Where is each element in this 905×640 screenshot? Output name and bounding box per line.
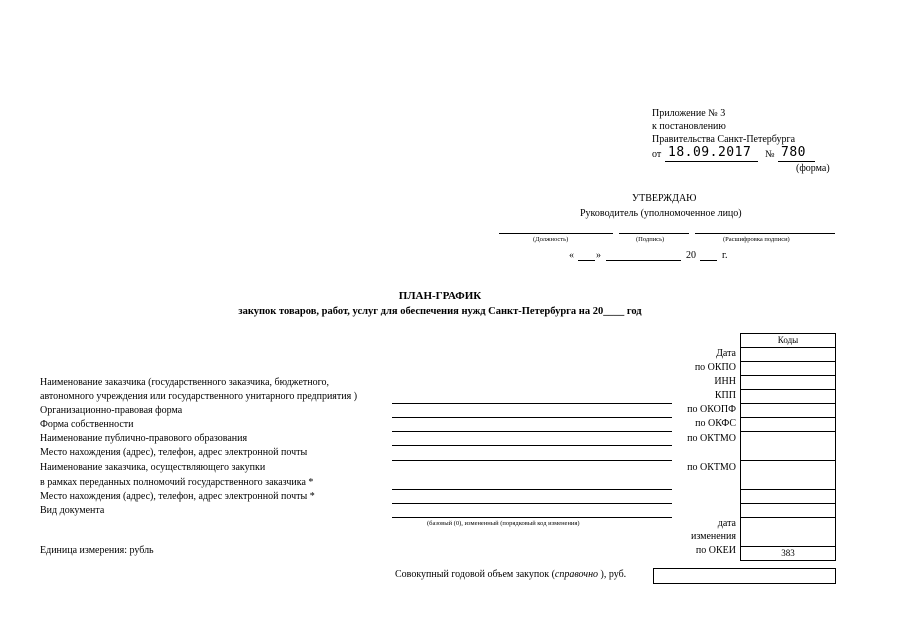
param-okfs: по ОКФС: [695, 418, 736, 429]
total-label-italic: справочно: [554, 569, 599, 580]
appendix-date-underline: [665, 161, 758, 162]
appendix-number-underline: [778, 161, 815, 162]
row-legal-form: Организационно-правовая форма: [40, 405, 183, 416]
caption-decoding: (Расшифровка подписи): [723, 236, 790, 243]
row-delegated-customer-2: в рамках переданных полномочий государственного заказчика *: [40, 477, 314, 488]
row-doc-type: Вид документа: [40, 505, 105, 516]
page-title: ПЛАН-ГРАФИК: [398, 290, 482, 302]
param-inn: ИНН: [714, 376, 736, 387]
line-doc-type[interactable]: [392, 517, 672, 518]
caption-position: (Должность): [533, 236, 569, 243]
row-unit: Единица измерения: рубль: [40, 545, 154, 556]
row-delegated-customer-1: Наименование заказчика, осуществляющего закупки: [40, 462, 266, 473]
signature-line: [619, 233, 689, 234]
total-label-prefix: Совокупный годовой объем закупок (: [395, 569, 555, 580]
codes-table: [740, 333, 836, 561]
line-public-entity[interactable]: [392, 445, 672, 446]
appendix-number: 780: [781, 145, 806, 160]
param-okei: по ОКЕИ: [695, 545, 736, 556]
param-date: Дата: [716, 348, 736, 359]
appendix-from-label: от: [652, 149, 662, 160]
row-customer-name-1: Наименование заказчика (государственного заказчика, бюджетного,: [40, 377, 329, 388]
code-cell-doc-type[interactable]: [741, 504, 836, 518]
date-quote-close: »: [596, 250, 601, 261]
date-year-line: [700, 260, 717, 261]
row-customer-name-2: автономного учреждения или государственного унитарного предприятия ): [40, 391, 358, 402]
row-location: Место нахождения (адрес), телефон, адрес электронной почты: [40, 447, 308, 458]
code-cell-okpo[interactable]: [741, 362, 836, 376]
row-delegated-location: Место нахождения (адрес), телефон, адрес электронной почты *: [40, 491, 315, 502]
codes-header: Коды: [741, 334, 836, 348]
code-cell-inn[interactable]: [741, 376, 836, 390]
code-cell-date[interactable]: [741, 348, 836, 362]
date-month-line: [606, 260, 681, 261]
total-amount-field[interactable]: [653, 568, 836, 584]
appendix-line-3: Правительства Санкт-Петербурга: [652, 134, 796, 145]
code-cell-oktmo-2b[interactable]: [741, 490, 836, 504]
doc-type-caption: (базовый (0), измененный (порядковый код изменения): [427, 520, 580, 527]
line-delegated-location[interactable]: [392, 503, 672, 504]
code-cell-change-date[interactable]: [741, 518, 836, 547]
param-okopf: по ОКОПФ: [687, 404, 736, 415]
decoding-line: [695, 233, 835, 234]
param-oktmo-2: по ОКТМО: [687, 462, 736, 473]
line-customer-name[interactable]: [392, 403, 672, 404]
code-cell-oktmo[interactable]: [741, 432, 836, 461]
approval-title: УТВЕРЖДАЮ: [632, 193, 697, 204]
line-delegated-customer[interactable]: [392, 489, 672, 490]
appendix-line-1: Приложение № 3: [652, 108, 726, 119]
appendix-date: 18.09.2017: [668, 145, 752, 160]
param-change-date: дата: [717, 518, 736, 529]
date-year-suffix: г.: [722, 250, 728, 261]
code-cell-oktmo-2[interactable]: [741, 461, 836, 490]
appendix-line-2: к постановлению: [652, 121, 726, 132]
total-label-suffix: ), руб.: [598, 569, 627, 580]
appendix-form-label: (форма): [796, 163, 830, 174]
param-change: изменения: [690, 531, 736, 542]
code-cell-okei: 383: [741, 547, 836, 561]
code-cell-kpp[interactable]: [741, 390, 836, 404]
approval-subtitle: Руководитель (уполномоченное лицо): [580, 208, 742, 219]
total-label: [395, 569, 626, 580]
appendix-number-label: №: [765, 149, 775, 160]
code-cell-okopf[interactable]: [741, 404, 836, 418]
date-day-line: [578, 260, 595, 261]
caption-signature: (Подпись): [636, 236, 665, 243]
line-ownership[interactable]: [392, 431, 672, 432]
code-cell-okfs[interactable]: [741, 418, 836, 432]
row-public-entity: Наименование публично-правового образования: [40, 433, 248, 444]
line-location[interactable]: [392, 460, 672, 461]
row-ownership: Форма собственности: [40, 419, 134, 430]
date-year-prefix: 20: [686, 250, 696, 261]
position-line: [499, 233, 613, 234]
param-oktmo: по ОКТМО: [687, 433, 736, 444]
line-legal-form[interactable]: [392, 417, 672, 418]
param-okpo: по ОКПО: [694, 362, 736, 373]
param-kpp: КПП: [714, 390, 736, 401]
date-quote-open: «: [569, 250, 574, 261]
page-subtitle: закупок товаров, работ, услуг для обеспечения нужд Санкт-Петербурга на 20____ год: [238, 306, 642, 317]
